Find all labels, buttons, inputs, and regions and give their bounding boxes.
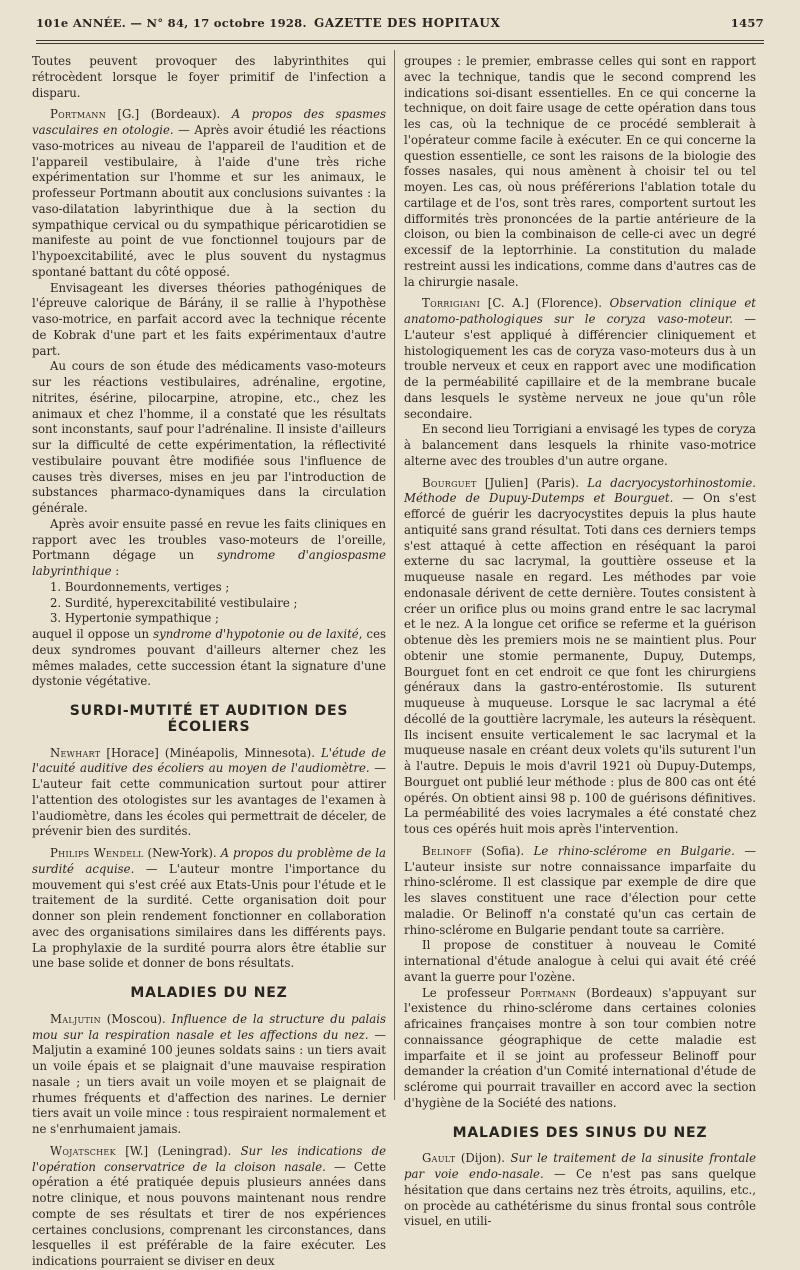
right-column [404,54,756,1230]
author-name: Portmann [520,985,577,1000]
author-name: Wojatschek [50,1143,116,1158]
paragraph: auquel il oppose un syndrome d'hypotonie ou de laxité, ces deux syndromes pouvant d'ailleurs alterner chez les mêmes malades, cette succession étant la signature d'une dystonie végétative. [32,627,386,689]
abstract-maljutin: Maljutin (Moscou). Influence de la structure du palais mou sur la respiration nasale et les affections du nez. — Maljutin a examiné 100 jeunes soldats sains : un tiers avait un voile épais et se plaignait d'une mauvaise respiration nasale ; un tiers avait un voile moyen et se plaignait de rhumes fréquents et d'affection des narines. Le dernier tiers avait un voile mince : tous respiraient normalement et ne s'enrhumaient jamais. [32,1011,387,1136]
article-title: L'étude de l'acuité auditive des écoliers au moyen de l'audiomètre. [32,745,386,776]
header-rule-bottom [36,43,764,44]
list-item: 3. Hypertonie sympathique ; [50,611,219,626]
abstract-portmann: Portmann [G.] (Bordeaux). A propos des spasmes vasculaires en otologie. — Après avoir étudié les réactions vaso-motrices au niveau de l'appareil de l'audition et de l'appareil vestibulaire, à l'aide d'une très riche expérimentation sur l'homme et sur les animaux, le professeur Portmann aboutit aux conclusions suivantes : la vaso-dilatation labyrinthique due à la section du sympathique cervical ou du sympathique péricarotidien se manifeste au point de vue fonctionnel toujours par de l'hypoexcitabilité, avec le plus souvent du nystagmus spontané battant du côté opposé. [32,107,386,279]
paragraph: Envisageant les diverses théories pathogéniques de l'épreuve calorique de Bárány, il se rallie à l'hypothèse vaso-motrice, en parfait accord avec la technique récente de Kobrak d'une part et les faits expérimentaux d'autre part. [32,280,386,358]
article-title: La dacryocystorhinostomie. Méthode de Dupuy-Dutemps et Bourguet. [404,475,756,506]
abstract-gault: Gault (Dijon). Sur le traitement de la sinusite frontale par voie endo-nasale. — Ce n'est pas sans quelque hésitation que dans certains nez très étroits, aquilins, etc., on procède au cathétérisme du sinus frontal sous contrôle visuel, en utili- [404,1151,757,1229]
page-number: 1457 [730,16,764,30]
author-name: Bourguet [422,475,477,490]
author-name: Philips Wendell [50,846,144,860]
author-name: Gault [422,1151,456,1166]
journal-title: GAZETTE DES HOPITAUX [314,16,501,30]
article-title: Observation clinique et anatomo-pathologiques sur le coryza vaso-moteur. [404,296,756,326]
abstract-newhart: Newhart [Horace] (Minéapolis, Minnesota). L'étude de l'acuité auditive des écoliers au moyen de l'audiomètre. — L'auteur fait cette communication surtout pour attirer l'attention des otologistes sur les avantages de l'examen à l'audiomètre, dans les écoles qui permettrait de déceler, de prévenir bien des surdités. [32,745,386,839]
paragraph: groupes : le premier, embrasse celles qui sont en rapport avec la technique, tandis que le second comprend les indications soi-disant essentielles. En ce qui concerne la technique, on doit faire usage de cette opération dans tous les cas, où la technique de ce procédé semblerait à l'opérateur comme facile à exécuter. En ce qui concerne la question essentielle, ce sont les raisons de la biologie des fosses nasales, qui nous amènent à choisir tel ou tel moyen. Les cas, où nous préférerions l'ablation totale du cartilage et de l'os, sont très rares, comportent surtout les difformités très prononcées de la partie antérieure de la cloison, ou bien la combinaison de celle-ci avec un degré excessif de la leptorrhinie. La constitution du malade restreint aussi les indications, comme dans d'autres cas de la chirurgie nasale. [404,54,756,289]
section-heading: MALADIES DES SINUS DU NEZ [452,1124,708,1141]
issue-info: 101e ANNÉE. — N° 84, 17 octobre 1928. [36,16,307,30]
list-item: 2. Surdité, hyperexcitabilité vestibulaire ; [50,595,298,610]
abstract-wendell: Philips Wendell (New-York). A propos du problème de la surdité acquise. — L'auteur montre l'importance du mouvement qui s'est créé aux Etats-Unis pour l'étude et le traitement de la surdité. Cette organisation doit pour donner son plein rendement fonctionner en collaboration avec des organisations similaires dans les différents pays. La prophylaxie de la surdité pourra alors être établie sur une base solide et donner de bons résultats. [32,846,386,971]
article-title: A propos du problème de la surdité acquise. [32,846,386,876]
paragraph: Le professeur Portmann (Bordeaux) s'appuyant sur l'existence du rhino-sclérome dans certaines colonies africaines françaises montre à son tour combien notre connaissance géographique de cette maladie est imparfaite et il se joint au professeur Belinoff pour demander la création d'un Comité international d'étude de sclérome qui pourrait travailler en accord avec la section d'hygiène de la Société des nations. [404,985,756,1110]
author-name: Belinoff [422,843,472,858]
abstract-bourguet: Bourguet [Julien] (Paris). La dacryocystorhinostomie. Méthode de Dupuy-Dutemps et Bourguet. — On s'est efforcé de guérir les dacryocystites depuis la plus haute antiquité sans grand résultat. Toti dans ces derniers temps s'est attaqué à cette affection en réséquant la paroi externe du sac lacrymal, la gouttière osseuse et la muqueuse nasale en regard. Les méthodes par voie endonasale dérivent de cette dernière. Toutes consistent à créer un orifice plus ou moins grand entre le sac lacrymal et le nez. A la longue cet orifice se referme et la guérison obtenue dès les premiers mois ne se maintient plus. Pour obtenir une stomie permanente, Dupuy, Dutemps, Bourguet font en cet endroit ce que font les chirurgiens généraux dans la gastro-entérostomie. Ils suturent muqueuse à muqueuse. Lorsque le sac lacrymal a été décollé de la gouttière lacrymale, les auteurs la résèquent. Ils incisent ensuite verticalement le sac lacrymal et la muqueuse nasale en créant deux volets qu'ils suturent l'un à l'autre. Depuis le mois d'avril 1921 où Dupuy-Dutemps, Bourguet ont publié leur méthode : plus de 800 cas ont été opérés. On obtient ainsi 98 p. 100 de guérisons définitives. La perméabilité des voies lacrymales a été constaté chez tous ces opérés huit mois après l'intervention. [404,475,757,836]
paragraph: Il propose de constituer à nouveau le Comité international d'étude analogue à celui qui avait été créé avant la guerre pour l'ozène. [404,938,756,984]
paragraph: En second lieu Torrigiani a envisagé les types de coryza à balancement dans lesquels la rhinite vaso-motrice alterne avec des troubles d'un autre organe. [404,422,756,468]
header-rule-top [36,40,764,41]
article-title: A propos des spasmes vasculaires en otologie. [32,107,386,137]
article-title: Influence de la structure du palais mou sur la respiration nasale et les affections du nez. [32,1011,386,1042]
article-title: Sur les indications de l'opération conservatrice de la cloison nasale. [32,1143,386,1174]
section-heading: MALADIES DU NEZ [130,985,288,1001]
abstract-torrigiani: Torrigiani [C. A.] (Florence). Observation clinique et anatomo-pathologiques sur le coryza vaso-moteur. — L'auteur s'est appliqué à différencier cliniquement et histologiquement les cas de coryza vaso-moteurs dus à un trouble nerveux et ceux en rapport avec une modification de la perméabilité capillaire et de la membrane bucale dans lesquels le système nerveux ne joue qu'un rôle secondaire. [404,296,756,421]
article-title: Le rhino-sclérome en Bulgarie. [533,843,735,858]
abstract-belinoff: Belinoff (Sofia). Le rhino-sclérome en Bulgarie. — L'auteur insiste sur notre connaissance imparfaite du rhino-sclérome. Il est classique par exemple de dire que les slaves constituent une race d'élection pour cette maladie. Or Belinoff n'a constaté qu'un cas certain de rhino-sclérome en Bulgarie pendant toute sa carrière. [404,843,757,937]
article-title: Sur le traitement de la sinusite frontale par voie endo-nasale. [404,1151,757,1181]
list-item: 1. Bourdonnements, vertiges ; [50,579,230,594]
author-name: Newhart [50,745,101,760]
paragraph: Après avoir ensuite passé en revue les faits cliniques en rapport avec les troubles vaso-moteurs de l'oreille, Portmann dégage un syndrome d'angiospasme labyrinthique : [32,516,386,578]
author-name: Torrigiani [422,296,481,311]
paragraph: Au cours de son étude des médicaments vaso-moteurs sur les réactions vestibulaires, adrénaline, ergotine, nitrites, ésérine, pilocarpine, atropine, etc., chez les animaux et chez l'homme, il a constaté que les résultats sont inconstants, sauf pour l'adrénaline. Il insiste d'ailleurs sur la difficulté de cette expérimentation, la réflectivité vestibulaire pouvant être modifiée sous l'influence de causes très diverses, mises en jeu par l'introduction de substances pharmaco-dynamiques dans la circulation générale. [32,359,386,515]
paragraph: Toutes peuvent provoquer des labyrinthites qui rétrocèdent lorsque le foyer primitif de l'infection a disparu. [32,54,386,100]
column-divider [394,50,395,1100]
section-heading: SURDI-MUTITÉ ET AUDITION DES ÉCOLIERS [69,703,349,735]
left-column [32,54,386,1270]
author-name: Portmann [50,107,107,122]
running-header [36,14,764,36]
abstract-wojatschek: Wojatschek [W.] (Leningrad). Sur les indications de l'opération conservatrice de la cloison nasale. — Cette opération a été pratiquée depuis plusieurs années dans notre clinique, et nous pouvons maintenant nous rendre compte de ses résultats et tirer de nos expériences certaines conclusions, comprenant les circonstances, dans lesquelles il est préférable de la faire exécuter. Les indications pourraient se diviser en deux [32,1143,386,1268]
author-name: Maljutin [50,1011,101,1026]
